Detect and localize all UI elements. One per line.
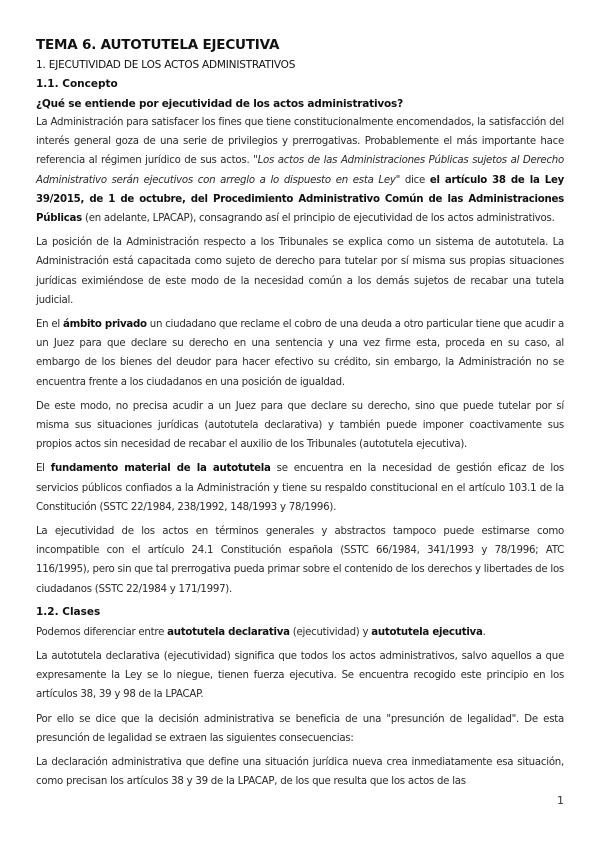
bold-text: autotutela declarativa bbox=[167, 626, 290, 638]
text-run: La ejecutividad de los actos en términos generales y abstractos tampoco puede estimarse como incompatible con el artículo 24.1 Constitución española (SSTC 66/1984, 341/1993 y 78/1996; ATC 116/1995), pero sin que tal prerrogativa pueda primar sobre el contenido de los derechos y libertades de los ciudadanos (SSTC 22/1984 y 171/1997). bbox=[36, 526, 564, 595]
section-heading: 1. EJECUTIVIDAD DE LOS ACTOS ADMINISTRATIVOS bbox=[36, 59, 296, 71]
text-run: En el bbox=[36, 319, 63, 331]
text-run: (en adelante, LPACAP), consagrando así el principio de ejecutividad de los actos administrativos. bbox=[81, 213, 555, 225]
italic-quote: Los actos de las Administraciones Públicas sujetos al Derecho Administrativo serán ejecutivos con arreglo a lo dispuesto en esta Ley bbox=[36, 155, 564, 186]
bold-text: fundamento material de la autotutela bbox=[50, 463, 271, 475]
paragraph bbox=[36, 397, 564, 455]
subsection-heading: 1.2. Clases bbox=[36, 605, 101, 618]
text-run: Por ello se dice que la decisión administrativa se beneficia de una "presunción de legalidad". De esta presunción de legalidad se extraen las siguientes consecuencias: bbox=[36, 713, 564, 744]
paragraph bbox=[36, 113, 564, 228]
bold-text: autotutela ejecutiva bbox=[371, 626, 483, 638]
text-run: La Administración para satisfacer los fines que tiene constitucionalmente encomendados, la satisfacción del interés general goza de una serie de privilegios y prerrogativas. Probablemente el más importante hace referencia al régimen jurídico de sus actos. " bbox=[36, 117, 564, 167]
text-run: . bbox=[482, 626, 486, 638]
paragraph bbox=[36, 315, 564, 392]
text-run: " dice bbox=[395, 174, 430, 186]
paragraph bbox=[36, 647, 564, 705]
text-run: De este modo, no precisa acudir a un Juez para que declare su derecho, sino que puede tutelar por sí misma sus situaciones jurídicas (autotutela declarativa) y también puede imponer coactivamente sus propios actos sin necesidad de recabar el auxilio de los Tribunales (autotutela ejecutiva). bbox=[36, 400, 564, 451]
text-run: se encuentra en la necesidad de gestión eficaz de los servicios públicos confiados a la Administración y tiene su respaldo constitucional en el artículo 103.1 de la Constitución (SSTC 22/1984, 238/1992, 148/1993 y 78/1996). bbox=[36, 463, 564, 513]
paragraph bbox=[36, 753, 564, 791]
paragraph bbox=[36, 459, 564, 517]
paragraph bbox=[36, 710, 564, 748]
paragraph bbox=[36, 522, 564, 599]
paragraph bbox=[36, 233, 564, 310]
text-run: La autotutela declarativa (ejecutividad) significa que todos los actos administrativos, salvo aquellos a que expresamente la Ley se lo niegue, tienen fuerza ejecutiva. Se encuentra recogido este principio en los artículos 38, 39 y 98 de la LPACAP. bbox=[36, 651, 564, 701]
classes-body bbox=[36, 623, 564, 792]
bold-text: el artículo 38 de la Ley 39/2015, de 1 de octubre, del Procedimiento Administrativo Común de las Administraciones Públicas bbox=[36, 174, 564, 225]
text-run: La posición de la Administración respecto a los Tribunales se explica como un sistema de autotutela. La Administración está capacitada como sujeto de derecho para tutelar por sí misma sus propias situaciones jurídicas eximiéndose de este modo de la necesidad común a los demás sujetos de recabar una tutela judicial. bbox=[36, 237, 564, 306]
document-title: TEMA 6. AUTOTUTELA EJECUTIVA bbox=[36, 37, 280, 53]
concept-body bbox=[36, 113, 564, 599]
text-run: La declaración administrativa que define una situación jurídica nueva crea inmediatamente esa situación, como precisan los artículos 38 y 39 de la LPACAP, de los que resulta que los actos de las bbox=[36, 757, 564, 788]
text-run: Podemos diferenciar entre bbox=[36, 626, 168, 638]
bold-text: ámbito privado bbox=[62, 319, 147, 331]
text-run: un ciudadano que reclame el cobro de una deuda a otro particular tiene que acudir a un Juez para que declare su derecho en una sentencia y una vez firme esta, proceda en su caso, al embargo de los bienes del deudor para hacer efectivo su crédito, sin embargo, la Administración no se encuentra frente a los ciudadanos en una posición de igualdad. bbox=[36, 319, 564, 388]
document-page bbox=[36, 36, 564, 797]
subsection-heading: 1.1. Concepto bbox=[36, 78, 118, 90]
page-number: 1 bbox=[557, 794, 564, 807]
text-run: (ejecutividad) y bbox=[289, 626, 372, 638]
text-run: El bbox=[36, 463, 51, 475]
question-heading: ¿Qué se entiende por ejecutividad de los actos administrativos? bbox=[36, 98, 403, 110]
paragraph bbox=[36, 623, 564, 642]
